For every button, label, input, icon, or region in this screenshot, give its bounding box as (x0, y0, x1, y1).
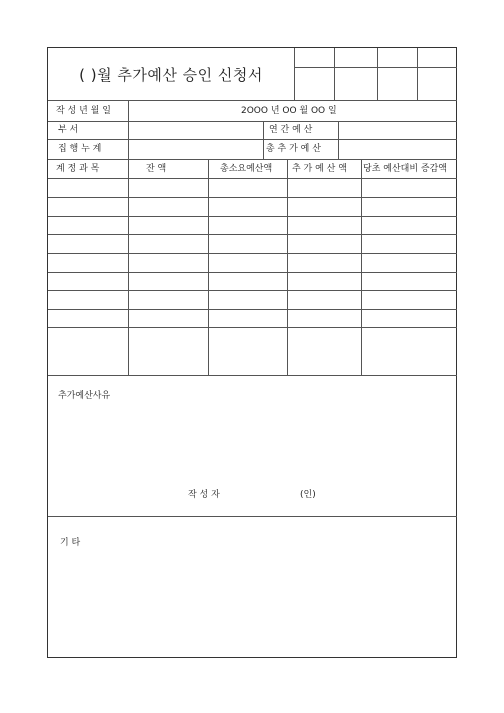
form-title: ( )월 추가예산 승인 신청서 (79, 65, 263, 84)
reason-field[interactable] (49, 376, 456, 514)
table-header-line (48, 178, 457, 179)
header-account: 계 정 과 목 (56, 164, 100, 174)
approval-box-3[interactable] (378, 68, 416, 100)
approval-box-1[interactable] (295, 68, 333, 100)
col-line (263, 121, 264, 159)
date-label: 작 성 년 월 일 (56, 106, 111, 116)
date-value[interactable]: 2OOO 년 OO 월 OO 일 (241, 106, 337, 116)
table-row (48, 290, 457, 291)
other-field[interactable] (49, 518, 456, 656)
table-row (48, 216, 457, 217)
budget-request-form (47, 47, 457, 658)
section-line (48, 516, 457, 517)
seal-label: (인) (300, 490, 316, 500)
col-line (208, 159, 209, 375)
table-row (48, 234, 457, 235)
col-line (287, 159, 288, 375)
table-row (48, 327, 457, 328)
table-row (48, 253, 457, 254)
header-additional-budget: 추 가 예 산 액 (292, 164, 347, 174)
header-total-required: 총소요예산액 (220, 164, 273, 174)
writer-label: 작 성 자 (188, 490, 220, 500)
total-additional-budget-label: 총 추 가 예 산 (266, 144, 321, 154)
execution-total-label: 집 행 누 계 (58, 144, 102, 154)
approval-box-4[interactable] (418, 68, 457, 100)
row-line (48, 159, 457, 160)
department-field[interactable] (129, 122, 262, 139)
table-row (48, 309, 457, 310)
table-row (48, 272, 457, 273)
department-label: 부 서 (58, 125, 79, 135)
header-variance: 당초 예산대비 증감액 (363, 164, 447, 174)
total-additional-budget-field[interactable] (339, 140, 457, 159)
other-label: 기 타 (60, 538, 81, 548)
reason-label: 추가예산사유 (58, 391, 111, 401)
col-line (361, 159, 362, 375)
row-line (48, 100, 457, 101)
table-row (48, 197, 457, 198)
header-balance: 잔 액 (146, 164, 167, 174)
annual-budget-field[interactable] (339, 122, 457, 139)
execution-total-field[interactable] (129, 140, 262, 159)
approval-box-2[interactable] (335, 68, 376, 100)
annual-budget-label: 연 간 예 산 (269, 125, 313, 135)
